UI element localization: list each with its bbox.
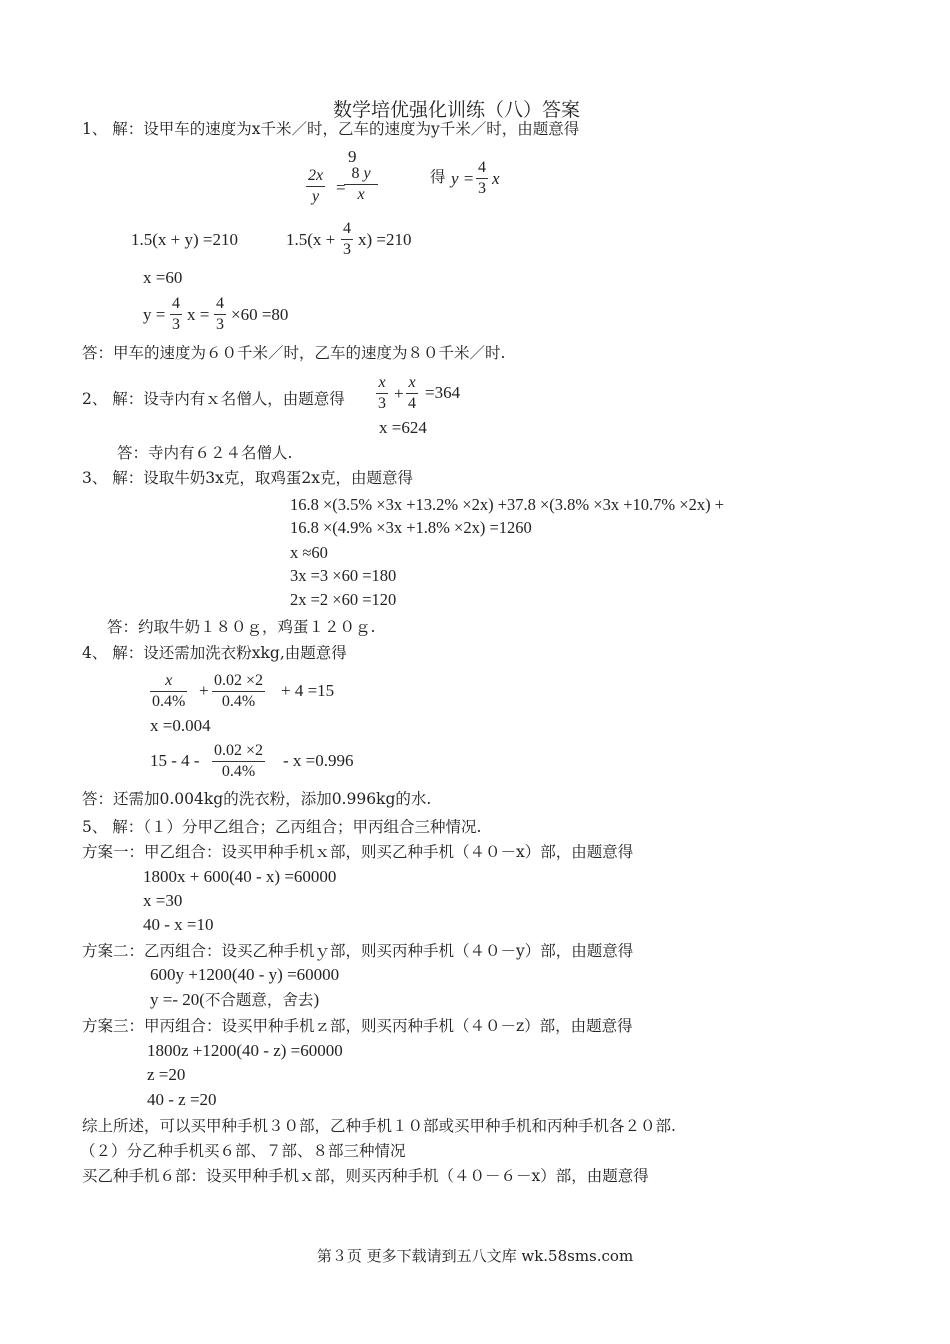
p1-f2-den: 3 — [216, 316, 224, 333]
p1-x: x — [492, 169, 500, 188]
p1-frac-num4b: 4 — [341, 219, 353, 240]
p1-frac-4-3 — [476, 158, 488, 199]
p1-frac-f1 — [170, 294, 182, 335]
p5-part2-case6: 买乙种手机６部：设买甲种手机ｘ部，则买丙种手机（４０－６－x）部，由题意得 — [82, 1167, 649, 1185]
p1-frac-num: 2x — [306, 166, 325, 187]
p5-s2-y-math: y =- 20( — [150, 990, 205, 1009]
p1-eq-f-b: x = — [187, 305, 210, 324]
p5-s1-rest: 40 - x =10 — [143, 915, 214, 934]
p1-eq-sign: = — [336, 178, 346, 197]
p3-heading: 3、 解：设取牛奶3x克，取鸡蛋2x克，由题意得 — [82, 469, 413, 487]
p1-f1-den: 3 — [172, 316, 180, 333]
p1-frac-num4: 4 — [476, 158, 488, 179]
p5-s1-eq: 1800x + 600(40 - x) =60000 — [143, 867, 337, 886]
p1-heading: 1、 解：设甲车的速度为x千米／时，乙车的速度为y千米／时，由题意得 — [82, 120, 580, 138]
p2-f2-num: x — [406, 373, 418, 394]
p3-line4: 3x =3 ×60 =180 — [290, 566, 397, 585]
p1-f1-num: 4 — [170, 294, 182, 315]
p4-f2-den: 0.4% — [221, 693, 256, 710]
p4-rest1: + 4 =15 — [281, 681, 335, 700]
p4-f3-num: 0.02 ×2 — [212, 741, 265, 762]
p2-f1-den: 3 — [378, 395, 386, 412]
p4-line3-post: - x =0.996 — [283, 751, 354, 770]
p1-frac-den-x: x — [357, 186, 365, 203]
p1-eq-f-c: ×60 =80 — [231, 305, 289, 324]
p4-f1-den: 0.4% — [152, 693, 186, 710]
p3-line3: x ≈60 — [290, 543, 328, 562]
p5-scheme2: 方案二：乙丙组合：设买乙种手机ｙ部，则买丙种手机（４０－y）部，由题意得 — [82, 942, 634, 960]
p1-frac-den: y — [312, 188, 320, 205]
p3-line5: 2x =2 ×60 =120 — [290, 590, 397, 609]
p1-y-eq: y = — [451, 169, 475, 188]
p4-line3-pre: 15 - 4 - — [150, 751, 200, 770]
p2-frac-x4 — [406, 373, 418, 414]
p5-s3-rest: 40 - z =20 — [147, 1090, 217, 1109]
p5-scheme1: 方案一：甲乙组合：设买甲种手机ｘ部，则买乙种手机（４０－x）部，由题意得 — [82, 843, 634, 861]
p3-line2: 16.8 ×(4.9% ×3x +1.8% ×2x) =1260 — [290, 518, 532, 537]
p1-answer: 答：甲车的速度为６０千米／时，乙车的速度为８０千米／时. — [82, 344, 506, 362]
p2-eq2: x =624 — [379, 418, 427, 437]
p4-answer: 答：还需加0.004kg的洗衣粉，添加0.996kg的水. — [82, 790, 432, 808]
p4-frac-3 — [212, 741, 265, 782]
p1-frac-f2 — [214, 294, 226, 335]
p5-s2-reject: 不合题意，舍去 — [204, 991, 314, 1009]
p1-eq-f-a: y = — [143, 305, 166, 324]
p1-eq-d-post: x) =210 — [358, 230, 412, 249]
page-title: 数学培优强化训练（八）答案 — [333, 99, 581, 121]
p5-s2-close: ) — [313, 990, 320, 1009]
p5-s1-x: x =30 — [143, 891, 183, 910]
p4-f1-num: x — [150, 671, 187, 692]
p2-f1-num: x — [376, 373, 388, 394]
p5-s3-z: z =20 — [147, 1065, 186, 1084]
p3-answer: 答：约取牛奶１８０ｇ，鸡蛋１２０ｇ. — [107, 618, 376, 636]
p3-line1: 16.8 ×(3.5% ×3x +13.2% ×2x) +37.8 ×(3.8% ×3x +10.7% ×2x) + — [290, 495, 725, 514]
p5-scheme3: 方案三：甲丙组合：设买甲种手机ｚ部，则买丙种手机（４０－z）部，由题意得 — [82, 1017, 633, 1035]
p1-frac-4-3b — [341, 219, 353, 260]
p2-frac-x3 — [376, 373, 388, 414]
p2-rhs: =364 — [425, 383, 461, 402]
p2-plus: + — [394, 384, 404, 403]
p1-frac-compound — [344, 164, 378, 205]
p5-s2-eq: 600y +1200(40 - y) =60000 — [150, 965, 340, 984]
p1-frac-den3: 3 — [478, 180, 486, 197]
page-footer: 第３页 更多下载请到五八文库 wk.58sms.com — [316, 1247, 634, 1265]
p1-f2-num: 4 — [214, 294, 226, 315]
p1-eight: 8 y — [344, 164, 378, 185]
p5-s2-y — [150, 990, 319, 1010]
p1-eq-e: x =60 — [143, 268, 183, 287]
p4-f3-den: 0.4% — [221, 763, 256, 780]
p4-frac-1 — [150, 671, 187, 712]
p1-nine: 9 — [348, 147, 357, 166]
p5-s3-eq: 1800z +1200(40 - z) =60000 — [147, 1041, 343, 1060]
p1-de: 得 — [430, 168, 446, 186]
p1-eq-c: 1.5(x + y) =210 — [131, 230, 238, 249]
p4-heading: 4、 解：设还需加洗衣粉xkg,由题意得 — [82, 644, 347, 662]
p2-heading: 2、 解：设寺内有ｘ名僧人，由题意得 — [82, 390, 345, 408]
p4-f2-num: 0.02 ×2 — [212, 671, 265, 692]
p4-plus: + — [199, 681, 209, 700]
p1-frac-2x-y — [306, 166, 325, 207]
p1-frac-den3b: 3 — [343, 241, 351, 258]
p5-part2: （２）分乙种手机买６部、７部、８部三种情况 — [80, 1142, 406, 1160]
p5-heading: 5、 解：（１）分甲乙组合；乙丙组合；甲丙组合三种情况. — [82, 818, 482, 836]
p5-summary: 综上所述，可以买甲种手机３０部，乙种手机１０部或买甲种手机和丙种手机各２０部. — [82, 1117, 676, 1135]
p4-line2: x =0.004 — [150, 716, 211, 735]
p2-answer: 答：寺内有６２４名僧人. — [117, 444, 293, 462]
p2-f2-den: 4 — [408, 395, 416, 412]
p4-frac-2 — [212, 671, 265, 712]
p1-eq-d-pre: 1.5(x + — [286, 230, 336, 249]
